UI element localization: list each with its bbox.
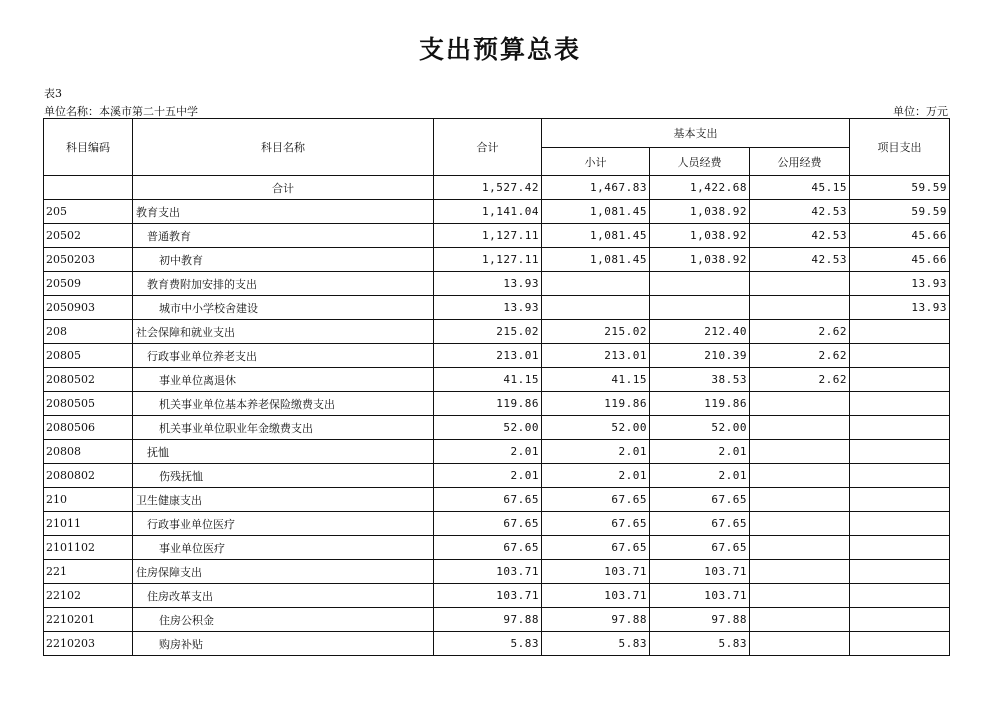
cell-name: 社会保障和就业支出 [133,320,434,344]
cell-code: 2210203 [44,632,133,656]
cell-name: 住房改革支出 [133,584,434,608]
cell-public [750,488,850,512]
cell-total: 103.71 [434,560,542,584]
cell-code: 20808 [44,440,133,464]
cell-name: 教育费附加安排的支出 [133,272,434,296]
cell-code: 21011 [44,512,133,536]
table-row [44,560,950,584]
cell-subtotal: 1,467.83 [542,176,650,200]
table-row [44,464,950,488]
cell-public [750,560,850,584]
cell-personnel: 2.01 [650,440,750,464]
cell-total: 1,527.42 [434,176,542,200]
cell-name: 卫生健康支出 [133,488,434,512]
cell-code: 2080502 [44,368,133,392]
cell-public: 42.53 [750,248,850,272]
cell-project [850,488,950,512]
cell-total: 13.93 [434,296,542,320]
header-name: 科目名称 [133,119,434,176]
cell-public: 42.53 [750,224,850,248]
cell-public: 42.53 [750,200,850,224]
table-body [44,176,950,656]
header-total: 合计 [434,119,542,176]
cell-project [850,608,950,632]
cell-total: 41.15 [434,368,542,392]
table-row [44,176,950,200]
cell-personnel: 67.65 [650,488,750,512]
cell-name: 合计 [133,176,434,200]
cell-personnel: 103.71 [650,560,750,584]
cell-personnel: 210.39 [650,344,750,368]
cell-subtotal: 67.65 [542,536,650,560]
cell-subtotal: 67.65 [542,512,650,536]
cell-personnel: 5.83 [650,632,750,656]
cell-subtotal: 119.86 [542,392,650,416]
cell-subtotal: 103.71 [542,560,650,584]
cell-project [850,536,950,560]
cell-subtotal: 2.01 [542,440,650,464]
cell-personnel: 1,038.92 [650,224,750,248]
cell-code: 2080802 [44,464,133,488]
cell-subtotal [542,272,650,296]
table-row [44,632,950,656]
cell-personnel: 52.00 [650,416,750,440]
cell-code: 2101102 [44,536,133,560]
cell-total: 67.65 [434,536,542,560]
cell-total: 2.01 [434,464,542,488]
cell-public [750,440,850,464]
header-public: 公用经费 [750,148,850,176]
cell-subtotal: 1,081.45 [542,200,650,224]
cell-name: 住房公积金 [133,608,434,632]
cell-personnel: 67.65 [650,512,750,536]
cell-project [850,440,950,464]
cell-project: 13.93 [850,272,950,296]
cell-subtotal: 5.83 [542,632,650,656]
cell-name: 事业单位离退休 [133,368,434,392]
cell-project: 59.59 [850,176,950,200]
cell-name: 机关事业单位基本养老保险缴费支出 [133,392,434,416]
cell-project: 45.66 [850,248,950,272]
cell-public [750,584,850,608]
cell-personnel [650,272,750,296]
cell-total: 2.01 [434,440,542,464]
table-row [44,296,950,320]
cell-code: 2050203 [44,248,133,272]
cell-public [750,632,850,656]
cell-name: 行政事业单位养老支出 [133,344,434,368]
cell-subtotal: 103.71 [542,584,650,608]
table-row [44,248,950,272]
cell-code: 208 [44,320,133,344]
cell-code: 2080505 [44,392,133,416]
cell-public [750,416,850,440]
cell-name: 抚恤 [133,440,434,464]
cell-public: 2.62 [750,344,850,368]
cell-name: 机关事业单位职业年金缴费支出 [133,416,434,440]
cell-total: 52.00 [434,416,542,440]
cell-project [850,416,950,440]
cell-personnel: 1,038.92 [650,200,750,224]
cell-name: 教育支出 [133,200,434,224]
cell-subtotal: 41.15 [542,368,650,392]
cell-name: 住房保障支出 [133,560,434,584]
cell-subtotal: 52.00 [542,416,650,440]
cell-project [850,344,950,368]
cell-personnel: 97.88 [650,608,750,632]
cell-personnel [650,296,750,320]
cell-project [850,560,950,584]
cell-code: 20502 [44,224,133,248]
cell-name: 事业单位医疗 [133,536,434,560]
table-row [44,200,950,224]
table-row [44,584,950,608]
cell-total: 13.93 [434,272,542,296]
cell-code [44,176,133,200]
header-subtotal: 小计 [542,148,650,176]
cell-total: 67.65 [434,512,542,536]
cell-subtotal: 97.88 [542,608,650,632]
cell-project [850,464,950,488]
header-personnel: 人员经费 [650,148,750,176]
cell-code: 20805 [44,344,133,368]
cell-name: 伤残抚恤 [133,464,434,488]
cell-project: 45.66 [850,224,950,248]
cell-project [850,320,950,344]
cell-name: 普通教育 [133,224,434,248]
table-row [44,344,950,368]
cell-code: 210 [44,488,133,512]
budget-table [43,118,950,656]
cell-project [850,392,950,416]
cell-code: 221 [44,560,133,584]
cell-public [750,512,850,536]
table-number: 表3 [44,87,62,100]
cell-code: 205 [44,200,133,224]
cell-name: 初中教育 [133,248,434,272]
cell-subtotal: 67.65 [542,488,650,512]
unit-name: 单位名称：本溪市第二十五中学 [44,105,198,118]
cell-code: 20509 [44,272,133,296]
header-code: 科目编码 [44,119,133,176]
cell-personnel: 38.53 [650,368,750,392]
cell-subtotal: 2.01 [542,464,650,488]
cell-personnel: 119.86 [650,392,750,416]
cell-name: 城市中小学校舍建设 [133,296,434,320]
cell-personnel: 212.40 [650,320,750,344]
cell-public [750,536,850,560]
table-row [44,512,950,536]
header-project: 项目支出 [850,119,950,176]
cell-subtotal: 215.02 [542,320,650,344]
cell-total: 97.88 [434,608,542,632]
table-row [44,272,950,296]
cell-project [850,368,950,392]
cell-public [750,608,850,632]
cell-total: 67.65 [434,488,542,512]
cell-total: 103.71 [434,584,542,608]
cell-project: 13.93 [850,296,950,320]
currency-unit: 单位：万元 [893,105,948,118]
cell-personnel: 1,422.68 [650,176,750,200]
table-row [44,224,950,248]
cell-subtotal [542,296,650,320]
table-row [44,608,950,632]
cell-public [750,272,850,296]
cell-personnel: 103.71 [650,584,750,608]
cell-total: 1,141.04 [434,200,542,224]
cell-project [850,632,950,656]
cell-subtotal: 1,081.45 [542,248,650,272]
cell-personnel: 67.65 [650,536,750,560]
cell-total: 1,127.11 [434,248,542,272]
cell-total: 5.83 [434,632,542,656]
page-title: 支出预算总表 [418,35,581,64]
header-basic: 基本支出 [542,119,850,148]
cell-project [850,512,950,536]
table-row [44,320,950,344]
cell-name: 行政事业单位医疗 [133,512,434,536]
cell-name: 购房补贴 [133,632,434,656]
cell-total: 119.86 [434,392,542,416]
table-row [44,392,950,416]
cell-public: 45.15 [750,176,850,200]
cell-code: 2210201 [44,608,133,632]
cell-code: 2080506 [44,416,133,440]
cell-total: 215.02 [434,320,542,344]
table-row [44,536,950,560]
meta-row [44,103,948,119]
cell-personnel: 2.01 [650,464,750,488]
cell-subtotal: 213.01 [542,344,650,368]
cell-public: 2.62 [750,368,850,392]
cell-total: 1,127.11 [434,224,542,248]
cell-personnel: 1,038.92 [650,248,750,272]
cell-total: 213.01 [434,344,542,368]
table-row [44,488,950,512]
cell-public [750,296,850,320]
table-row [44,416,950,440]
cell-subtotal: 1,081.45 [542,224,650,248]
cell-public [750,464,850,488]
cell-public: 2.62 [750,320,850,344]
cell-project [850,584,950,608]
table-row [44,368,950,392]
cell-code: 2050903 [44,296,133,320]
table-row [44,440,950,464]
cell-public [750,392,850,416]
cell-project: 59.59 [850,200,950,224]
cell-code: 22102 [44,584,133,608]
